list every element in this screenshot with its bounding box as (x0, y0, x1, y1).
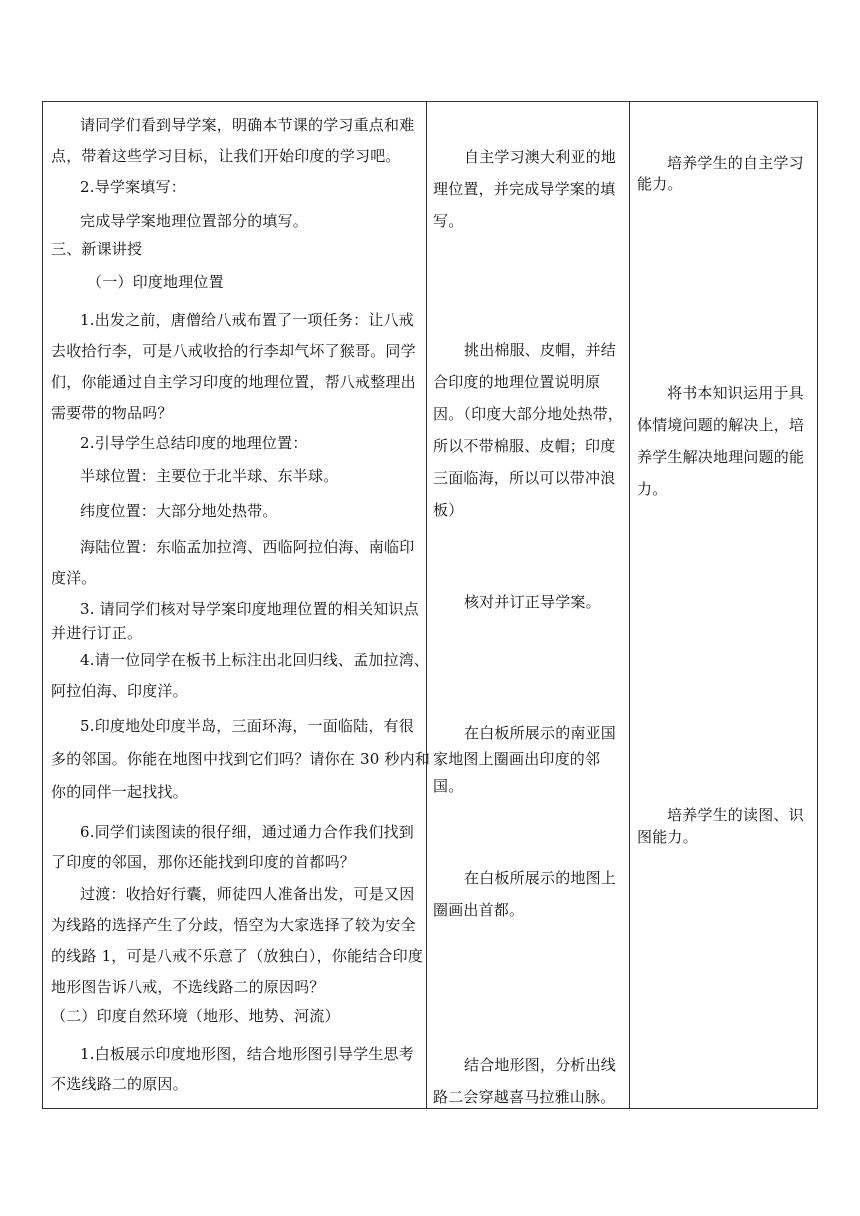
design-intent-3-line-1: 培养学生的读图、识 (667, 806, 804, 824)
question-6-line-1: 6.同学们读图读的很仔细，通过通力合作我们找到 (80, 823, 414, 841)
question-5-line-2: 多的邻国。你能在地图中找到它们吗？请你在 30 秒内和 (51, 750, 431, 768)
question-4-line-1: 4.请一位同学在板书上标注出北回归线、孟加拉湾、 (80, 651, 430, 669)
question-1-line-2: 去收拾行李，可是八戒收拾的行李却气坏了猴哥。同学 (51, 342, 416, 360)
question-5-line-1: 5.印度地处印度半岛，三面环海，一面临陆，有很 (80, 717, 414, 735)
intro-line-2: 点，带着这些学习目标，让我们开始印度的学习吧。 (51, 147, 401, 165)
student-activity-2-line-3: 因。（印度大部分地处热带， (433, 405, 624, 423)
question-1-line-1: 1.出发之前，唐僧给八戒布置了一项任务：让八戒 (80, 311, 414, 329)
student-activity-4-line-2: 家地图上圈画出印度的邻 (433, 750, 601, 768)
column-divider-1 (426, 102, 427, 1108)
student-activity-2-line-6: 板） (433, 501, 464, 519)
student-activity-3: 核对并订正导学案。 (464, 593, 601, 611)
transition-line-3: 的线路 1，可是八戒不乐意了（放独白），你能结合印度 (51, 947, 424, 965)
student-activity-2-line-4: 所以不带棉服、皮帽；印度 (433, 437, 616, 455)
hemisphere-position: 半球位置：主要位于北半球、东半球。 (80, 467, 339, 485)
nature-question-1-line-2: 不选线路二的原因。 (51, 1075, 188, 1093)
question-6-line-2: 了印度的邻国，那你还能找到印度的首都吗？ (51, 853, 356, 871)
guide-body: 完成导学案地理位置部分的填写。 (80, 212, 309, 230)
question-1-line-4: 需要带的物品吗？ (51, 404, 173, 422)
guide-title: 2.导学案填写： (80, 178, 186, 196)
design-intent-1-line-1: 培养学生的自主学习 (667, 154, 804, 172)
sea-land-line-2: 度洋。 (51, 569, 97, 587)
subsection-heading-1: （一）印度地理位置 (87, 273, 224, 291)
design-intent-2-line-1: 将书本知识运用于具 (667, 384, 804, 402)
question-3-line-2: 并进行订正。 (51, 624, 143, 642)
student-activity-4-line-1: 在白板所展示的南亚国 (464, 724, 617, 742)
section-heading-3: 三、新课讲授 (51, 240, 143, 258)
student-activity-6-line-1: 结合地形图，分析出线 (464, 1056, 617, 1074)
question-1-line-3: 们，你能通过自主学习印度的地理位置，帮八戒整理出 (51, 373, 416, 391)
question-4-line-2: 阿拉伯海、印度洋。 (51, 682, 188, 700)
student-activity-1-line-3: 写。 (433, 212, 464, 230)
subsection-heading-2: （二）印度自然环境（地形、地势、河流） (51, 1007, 340, 1025)
design-intent-3-line-2: 图能力。 (637, 828, 698, 846)
intro-line-1: 请同学们看到导学案，明确本节课的学习重点和难 (80, 116, 415, 134)
student-activity-5-line-2: 圈画出首都。 (433, 901, 525, 919)
student-activity-2-line-2: 合印度的地理位置说明原 (433, 373, 601, 391)
question-3-line-1: 3. 请同学们核对导学案印度地理位置的相关知识点 (80, 600, 419, 618)
design-intent-1-line-2: 能力。 (637, 175, 683, 193)
transition-line-4: 地形图告诉八戒，不选线路二的原因吗？ (51, 978, 325, 996)
transition-line-2: 为线路的选择产生了分歧，悟空为大家选择了较为安全 (51, 916, 416, 934)
student-activity-1-line-1: 自主学习澳大利亚的地 (464, 148, 617, 166)
design-intent-2-line-3: 养学生解决地理问题的能 (637, 448, 805, 466)
student-activity-6-line-2: 路二会穿越喜马拉雅山脉。 (433, 1088, 616, 1106)
nature-question-1-line-1: 1.白板展示印度地形图，结合地形图引导学生思考 (80, 1045, 414, 1063)
column-divider-2 (629, 102, 630, 1108)
student-activity-2-line-1: 挑出棉服、皮帽，并结 (464, 341, 617, 359)
student-activity-4-line-3: 国。 (433, 777, 464, 795)
design-intent-2-line-2: 体情境问题的解决上，培 (637, 416, 805, 434)
question-2: 2.引导学生总结印度的地理位置： (80, 434, 308, 452)
transition-line-1: 过渡：收拾好行囊，师徒四人准备出发，可是又因 (80, 885, 415, 903)
student-activity-1-line-2: 理位置，并完成导学案的填 (433, 180, 616, 198)
design-intent-2-line-4: 力。 (637, 480, 668, 498)
latitude-position: 纬度位置：大部分地处热带。 (80, 502, 278, 520)
student-activity-2-line-5: 三面临海，所以可以带冲浪 (433, 469, 616, 487)
student-activity-5-line-1: 在白板所展示的地图上 (464, 869, 617, 887)
question-5-line-3: 你的同伴一起找找。 (51, 783, 188, 801)
sea-land-line-1: 海陆位置：东临孟加拉湾、西临阿拉伯海、南临印 (80, 538, 415, 556)
